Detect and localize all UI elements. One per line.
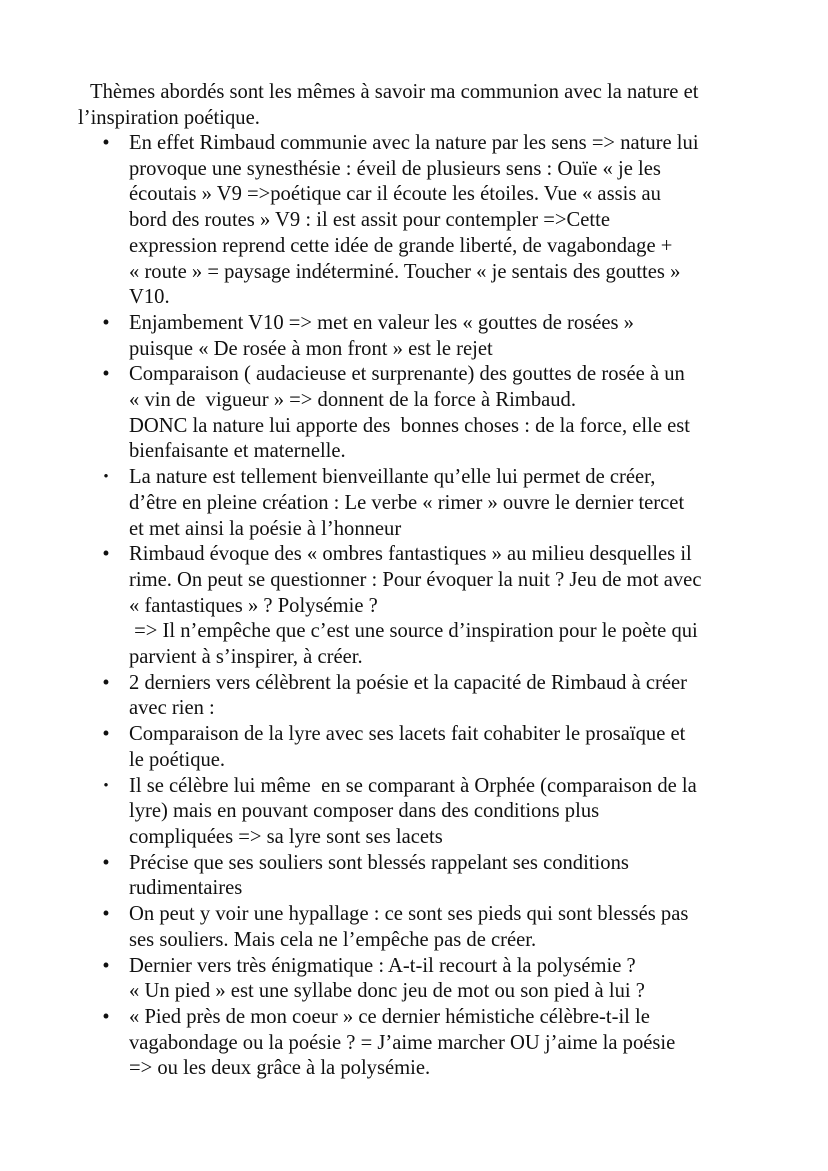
- bullet-line: « fantastiques » ? Polysémie ?: [129, 594, 378, 617]
- bullet-item: [0, 722, 754, 773]
- bullet-item: [0, 131, 754, 311]
- bullet-text: [129, 722, 754, 773]
- bullet-item: [0, 954, 754, 1005]
- bullet-item: [0, 851, 754, 902]
- bullet-icon: •: [102, 363, 110, 386]
- bullet-icon: •: [102, 132, 110, 154]
- bullet-icon: •: [102, 311, 110, 334]
- bullet-item: [0, 542, 754, 671]
- bullet-text: [129, 774, 754, 851]
- bullet-line: « route » = paysage indéterminé. Toucher « je sentais des gouttes »: [129, 260, 681, 283]
- bullet-text: [129, 465, 754, 542]
- bullet-line: Rimbaud évoque des « ombres fantastiques » au milieu desquelles il: [129, 543, 692, 566]
- intro-line: l’inspiration poétique.: [78, 106, 260, 129]
- bullet-line: « Pied près de mon coeur » ce dernier hémistiche célèbre-t-il le: [129, 1005, 650, 1028]
- bullet-line: parvient à s’inspirer, à créer.: [129, 646, 363, 669]
- intro-paragraph: [78, 80, 768, 131]
- bullet-item: [0, 671, 754, 722]
- bullet-line: « vin de vigueur » => donnent de la force à Rimbaud.: [129, 389, 576, 412]
- bullet-line: et met ainsi la poésie à l’honneur: [129, 517, 402, 540]
- bullet-icon: •: [102, 723, 110, 746]
- bullet-item: [0, 902, 754, 953]
- bullet-line: rudimentaires: [129, 877, 243, 900]
- bullet-line: On peut y voir une hypallage : ce sont ses pieds qui sont blessés pas: [129, 903, 689, 926]
- bullet-icon: •: [103, 777, 109, 794]
- bullet-icon: •: [102, 671, 110, 694]
- bullet-line: compliquées => sa lyre sont ses lacets: [129, 825, 443, 848]
- bullet-item: [0, 311, 754, 362]
- bullet-text: [129, 954, 754, 1005]
- bullet-line: avec rien :: [129, 697, 215, 720]
- bullet-line: Comparaison ( audacieuse et surprenante) des gouttes de rosée à un: [129, 363, 685, 386]
- bullet-line: => ou les deux grâce à la polysémie.: [129, 1057, 431, 1080]
- bullet-line: Dernier vers très énigmatique : A-t-il recourt à la polysémie ?: [129, 954, 636, 977]
- bullet-icon: •: [102, 954, 110, 977]
- bullet-icon: •: [103, 469, 109, 486]
- intro-line: Thèmes abordés sont les mêmes à savoir ma communion avec la nature et: [90, 81, 699, 103]
- bullet-line: ses souliers. Mais cela ne l’empêche pas de créer.: [129, 928, 537, 951]
- bullet-text: [129, 851, 754, 902]
- bullet-text: [129, 671, 754, 722]
- bullet-text: [129, 1005, 754, 1082]
- bullet-icon: •: [102, 903, 110, 926]
- bullet-icon: •: [102, 851, 110, 874]
- bullet-line: En effet Rimbaud communie avec la nature par les sens => nature lui: [129, 132, 699, 154]
- bullet-line: rime. On peut se questionner : Pour évoquer la nuit ? Jeu de mot avec: [129, 568, 702, 591]
- bullet-text: [129, 131, 754, 311]
- bullet-list: [0, 131, 754, 1082]
- bullet-line: provoque une synesthésie : éveil de plusieurs sens : Ouïe « je les: [129, 157, 661, 180]
- bullet-line: puisque « De rosée à mon front » est le rejet: [129, 337, 493, 360]
- bullet-line: le poétique.: [129, 748, 226, 771]
- bullet-line: expression reprend cette idée de grande liberté, de vagabondage +: [129, 234, 673, 257]
- bullet-line: écoutais » V9 =>poétique car il écoute les étoiles. Vue « assis au: [129, 183, 661, 206]
- bullet-text: [129, 542, 754, 671]
- bullet-line: bord des routes » V9 : il est assit pour contempler =>Cette: [129, 209, 610, 232]
- bullet-icon: •: [102, 543, 110, 566]
- bullet-line: => Il n’empêche que c’est une source d’inspiration pour le poète qui: [129, 620, 698, 643]
- bullet-text: [129, 311, 754, 362]
- bullet-line: Il se célèbre lui même en se comparant à Orphée (comparaison de la: [129, 774, 697, 797]
- bullet-line: V10.: [129, 286, 170, 309]
- bullet-line: « Un pied » est une syllabe donc jeu de mot ou son pied à lui ?: [129, 980, 645, 1003]
- bullet-line: d’être en pleine création : Le verbe « rimer » ouvre le dernier tercet: [129, 491, 685, 514]
- bullet-item: [0, 774, 754, 851]
- bullet-line: La nature est tellement bienveillante qu’elle lui permet de créer,: [129, 466, 656, 489]
- bullet-line: DONC la nature lui apporte des bonnes choses : de la force, elle est: [129, 414, 690, 437]
- bullet-icon: •: [102, 1005, 110, 1028]
- bullet-text: [129, 362, 754, 465]
- bullet-line: Précise que ses souliers sont blessés rappelant ses conditions: [129, 851, 629, 874]
- bullet-line: bienfaisante et maternelle.: [129, 440, 346, 463]
- bullet-line: 2 derniers vers célèbrent la poésie et la capacité de Rimbaud à créer: [129, 671, 688, 694]
- bullet-line: Comparaison de la lyre avec ses lacets fait cohabiter le prosaïque et: [129, 723, 686, 746]
- bullet-item: [0, 1005, 754, 1082]
- bullet-line: vagabondage ou la poésie ? = J’aime marcher OU j’aime la poésie: [129, 1031, 676, 1054]
- bullet-text: [129, 902, 754, 953]
- bullet-line: Enjambement V10 => met en valeur les « gouttes de rosées »: [129, 311, 634, 334]
- bullet-line: lyre) mais en pouvant composer dans des conditions plus: [129, 800, 600, 823]
- bullet-item: [0, 465, 754, 542]
- bullet-item: [0, 362, 754, 465]
